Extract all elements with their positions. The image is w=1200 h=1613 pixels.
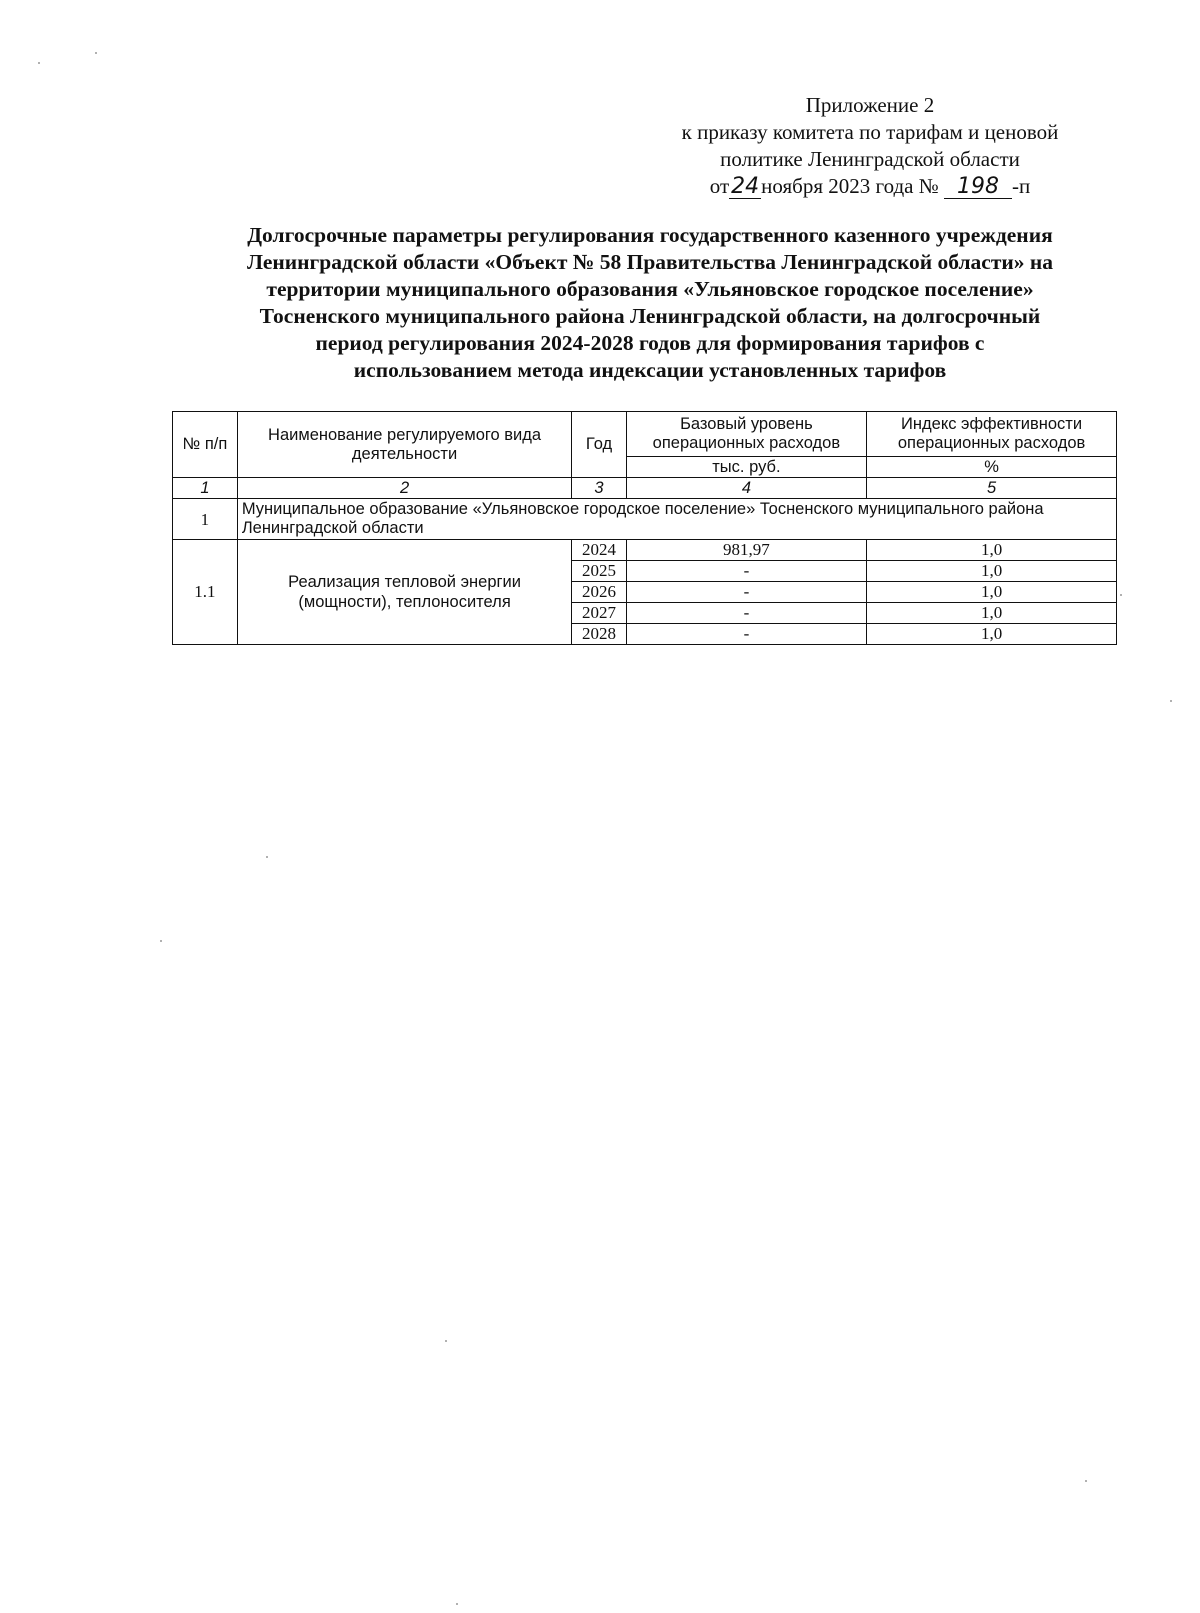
group-name: Муниципальное образование «Ульяновское городское поселение» Тосненского муниципального района Ленинградской области bbox=[237, 499, 1116, 540]
row-base-level: 981,97 bbox=[626, 540, 866, 561]
row-efficiency-index: 1,0 bbox=[867, 540, 1117, 561]
annex-day-handwritten: 24 bbox=[731, 174, 760, 199]
scan-speck bbox=[95, 52, 97, 54]
header-efficiency-index: Индекс эффективности операционных расходов bbox=[867, 412, 1117, 457]
header-activity-name: Наименование регулируемого вида деятельности bbox=[237, 412, 572, 478]
annex-date-line bbox=[620, 173, 1120, 200]
document-title bbox=[180, 222, 1120, 384]
annex-line-1: к приказу комитета по тарифам и ценовой bbox=[681, 120, 1059, 144]
row-base-level: - bbox=[626, 624, 866, 645]
row-base-level: - bbox=[626, 603, 866, 624]
column-number: 5 bbox=[867, 478, 1117, 499]
row-year: 2027 bbox=[572, 603, 626, 624]
row-efficiency-index: 1,0 bbox=[867, 624, 1117, 645]
row-year: 2026 bbox=[572, 582, 626, 603]
annex-header bbox=[620, 92, 1120, 200]
scan-speck bbox=[266, 856, 268, 858]
row-year: 2028 bbox=[572, 624, 626, 645]
group-no: 1 bbox=[173, 499, 238, 540]
title-line: Ленинградской области «Объект № 58 Правительства Ленинградской области» на bbox=[246, 250, 1054, 274]
header-no: № п/п bbox=[173, 412, 238, 478]
item-no: 1.1 bbox=[173, 540, 238, 645]
title-line: территории муниципального образования «Ульяновское городское поселение» bbox=[266, 277, 1034, 301]
row-year: 2024 bbox=[572, 540, 626, 561]
group-row bbox=[173, 499, 1117, 540]
annex-line-2: политике Ленинградской области bbox=[720, 147, 1020, 171]
row-efficiency-index: 1,0 bbox=[867, 582, 1117, 603]
scan-speck bbox=[1120, 594, 1122, 596]
header-base-level: Базовый уровень операционных расходов bbox=[626, 412, 866, 457]
table-row bbox=[173, 540, 1117, 561]
row-efficiency-index: 1,0 bbox=[867, 561, 1117, 582]
column-numbers-row bbox=[173, 478, 1117, 499]
title-line: использованием метода индексации установленных тарифов bbox=[353, 358, 947, 382]
column-number: 1 bbox=[173, 478, 238, 499]
annex-number-suffix: -п bbox=[1012, 174, 1031, 198]
title-line: Долгосрочные параметры регулирования государственного казенного учреждения bbox=[247, 223, 1053, 247]
scan-speck bbox=[1085, 1480, 1087, 1482]
scan-speck bbox=[38, 62, 40, 64]
column-number: 2 bbox=[237, 478, 572, 499]
scan-speck bbox=[160, 940, 162, 942]
annex-date-middle: ноября 2023 года № bbox=[761, 174, 939, 198]
header-index-unit: % bbox=[867, 457, 1117, 478]
table-header-row bbox=[173, 412, 1117, 457]
scan-speck bbox=[456, 1603, 458, 1605]
header-base-unit: тыс. руб. bbox=[626, 457, 866, 478]
parameters-table bbox=[172, 411, 1117, 645]
column-number: 3 bbox=[572, 478, 626, 499]
title-line: Тосненского муниципального района Ленинградской области, на долгосрочный bbox=[259, 304, 1041, 328]
header-year: Год bbox=[572, 412, 626, 478]
annex-title: Приложение 2 bbox=[805, 93, 935, 117]
scan-speck bbox=[1170, 700, 1172, 702]
annex-number-handwritten: 198 bbox=[944, 176, 1012, 199]
scan-speck bbox=[445, 1340, 447, 1342]
row-efficiency-index: 1,0 bbox=[867, 603, 1117, 624]
column-number: 4 bbox=[626, 478, 866, 499]
row-base-level: - bbox=[626, 561, 866, 582]
row-year: 2025 bbox=[572, 561, 626, 582]
title-line: период регулирования 2024-2028 годов для формирования тарифов с bbox=[315, 331, 985, 355]
row-base-level: - bbox=[626, 582, 866, 603]
annex-date-prefix: от bbox=[709, 174, 730, 198]
item-activity-name: Реализация тепловой энергии (мощности), теплоносителя bbox=[237, 540, 572, 645]
